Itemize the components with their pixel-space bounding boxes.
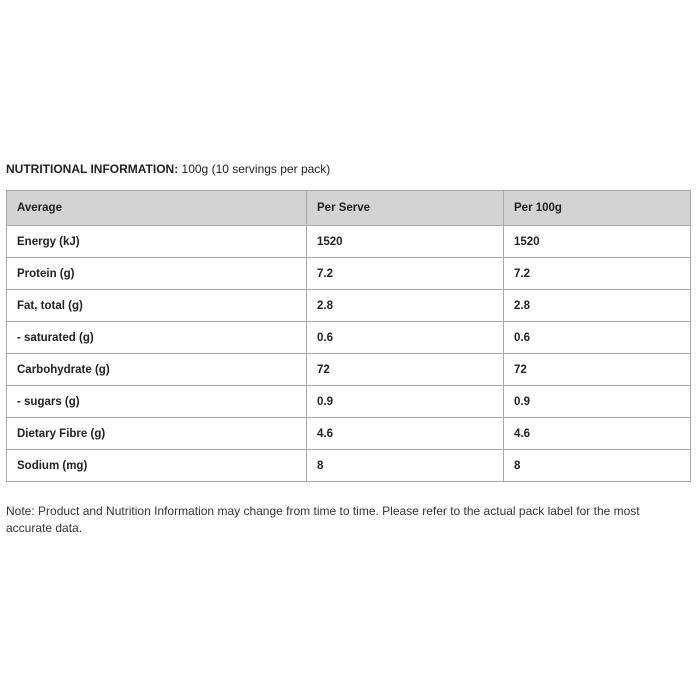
per-100g-value: 72 [504, 354, 691, 386]
nutrition-table [6, 190, 691, 482]
per-serve-value: 4.6 [307, 418, 504, 450]
nutrient-label: - saturated (g) [7, 322, 307, 354]
per-100g-value: 2.8 [504, 290, 691, 322]
header-average: Average [7, 191, 307, 226]
nutrient-label: - sugars (g) [7, 386, 307, 418]
per-serve-value: 1520 [307, 226, 504, 258]
table-row [7, 226, 691, 258]
per-serve-value: 0.9 [307, 386, 504, 418]
nutrient-label: Sodium (mg) [7, 450, 307, 482]
nutrient-label: Carbohydrate (g) [7, 354, 307, 386]
heading-serving-info: 100g (10 servings per pack) [178, 162, 331, 176]
per-100g-value: 7.2 [504, 258, 691, 290]
nutrient-label: Energy (kJ) [7, 226, 307, 258]
nutrient-label: Fat, total (g) [7, 290, 307, 322]
per-100g-value: 1520 [504, 226, 691, 258]
per-100g-value: 8 [504, 450, 691, 482]
nutrition-heading [6, 162, 330, 176]
table-row [7, 418, 691, 450]
nutrient-label: Dietary Fibre (g) [7, 418, 307, 450]
per-serve-value: 0.6 [307, 322, 504, 354]
heading-title: NUTRITIONAL INFORMATION: [6, 162, 179, 176]
nutrient-label: Protein (g) [7, 258, 307, 290]
header-per-serve: Per Serve [307, 191, 504, 226]
table-row [7, 258, 691, 290]
per-100g-value: 0.6 [504, 322, 691, 354]
table-header-row [7, 191, 691, 226]
table-row [7, 354, 691, 386]
per-100g-value: 4.6 [504, 418, 691, 450]
header-per-100g: Per 100g [504, 191, 691, 226]
table-row [7, 322, 691, 354]
disclaimer-note: Note: Product and Nutrition Information may change from time to time. Please refer to the actual pack label for the most accurate data. [6, 504, 640, 535]
table-row [7, 386, 691, 418]
table-row [7, 290, 691, 322]
per-serve-value: 8 [307, 450, 504, 482]
per-100g-value: 0.9 [504, 386, 691, 418]
per-serve-value: 7.2 [307, 258, 504, 290]
per-serve-value: 72 [307, 354, 504, 386]
per-serve-value: 2.8 [307, 290, 504, 322]
table-row [7, 450, 691, 482]
